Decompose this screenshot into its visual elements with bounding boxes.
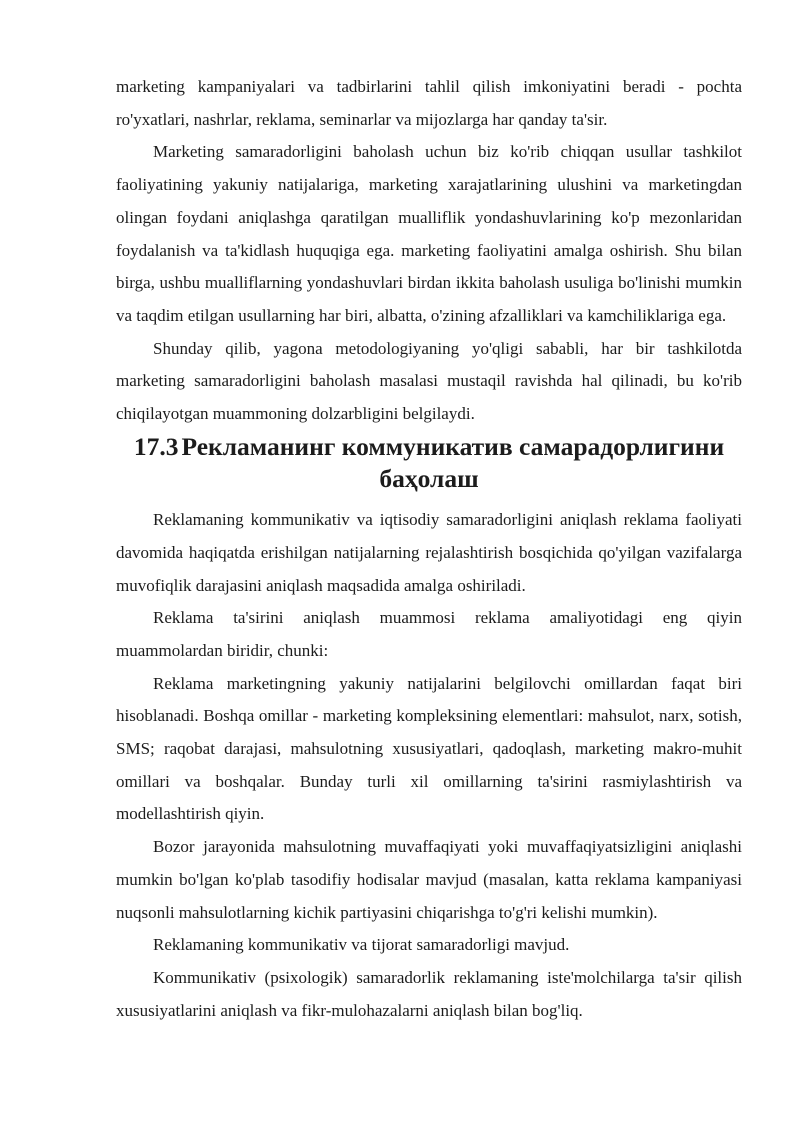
- paragraph: Reklama marketingning yakuniy natijalarini belgilovchi omillardan faqat biri hisoblanadi. Boshqa omillar - marketing kompleksining elementlari: mahsulot, narx, sotish, SMS; raqobat darajasi, mahsulotning xususiyatlari, qadoqlash, marketing makro-muhit omillari va boshqalar. Bunday turli xil omillarning ta'sirini rasmiylashtirish va modellashtirish qiyin.: [116, 673, 742, 824]
- paragraph: Bozor jarayonida mahsulotning muvaffaqiyati yoki muvaffaqiyatsizligini aniqlashi mumkin bo'lgan ko'plab tasodifiy hodisalar mavjud (masalan, katta reklama kampaniyasi nuqsonli mahsulotlarning kichik partiyasini chiqarishga to'g'ri kelishi mumkin).: [116, 837, 742, 922]
- paragraph: Shunday qilib, yagona metodologiyaning yo'qligi sababli, har bir tashkilotda marketing samaradorligini baholash masalasi mustaqil ravishda hal qilinadi, bu ko'rib chiqilayotgan muammoning dolzarbligini belgilaydi.: [116, 338, 742, 424]
- paragraph: Reklamaning kommunikativ va iqtisodiy samaradorligini aniqlash reklama faoliyati davomida haqiqatda erishilgan natijalarning rejalashtirish bosqichida qo'yilgan vazifalarga muvofiqlik darajasini aniqlash maqsadida amalga oshiriladi.: [116, 510, 742, 595]
- paragraph: marketing kampaniyalari va tadbirlarini tahlil qilish imkoniyatini beradi - pochta ro'yxatlari, nashrlar, reklama, seminarlar va mijozlarga har qanday ta'sir.: [116, 77, 742, 129]
- section-title: Рекламанинг коммуникатив самарадорлигини баҳолаш: [181, 431, 725, 494]
- paragraph: Kommunikativ (psixologik) samaradorlik reklamaning iste'molchilarga ta'sir qilish xususiyatlarini aniqlash va fikr-mulohazalarni aniqlash bilan bog'liq.: [116, 967, 742, 1020]
- paragraph: Reklamaning kommunikativ va tijorat samaradorligi mavjud.: [153, 935, 570, 955]
- section-number: 17.3: [133, 431, 179, 461]
- section-heading: [116, 431, 742, 504]
- document-page: [116, 71, 742, 1027]
- paragraph: Reklama ta'sirini aniqlash muammosi reklama amaliyotidagi eng qiyin muammolardan biridir, chunki:: [116, 608, 742, 660]
- paragraph: Marketing samaradorligini baholash uchun biz ko'rib chiqqan usullar tashkilot faoliyatining yakuniy natijalariga, marketing xarajatlarining ulushini va marketingdan olingan foydani aniqlashga qaratilgan mualliflik yondashuvlarining ko'p mezonlaridan foydalanish va ta'kidlash huquqiga ega. marketing faoliyatini amalga oshirish. Shu bilan birga, ushbu mualliflarning yondashuvlari birdan ikkita baholash usuliga bo'linishi mumkin va taqdim etilgan usullarning har biri, albatta, o'zining afzalliklari va kamchiliklariga ega.: [116, 142, 742, 325]
